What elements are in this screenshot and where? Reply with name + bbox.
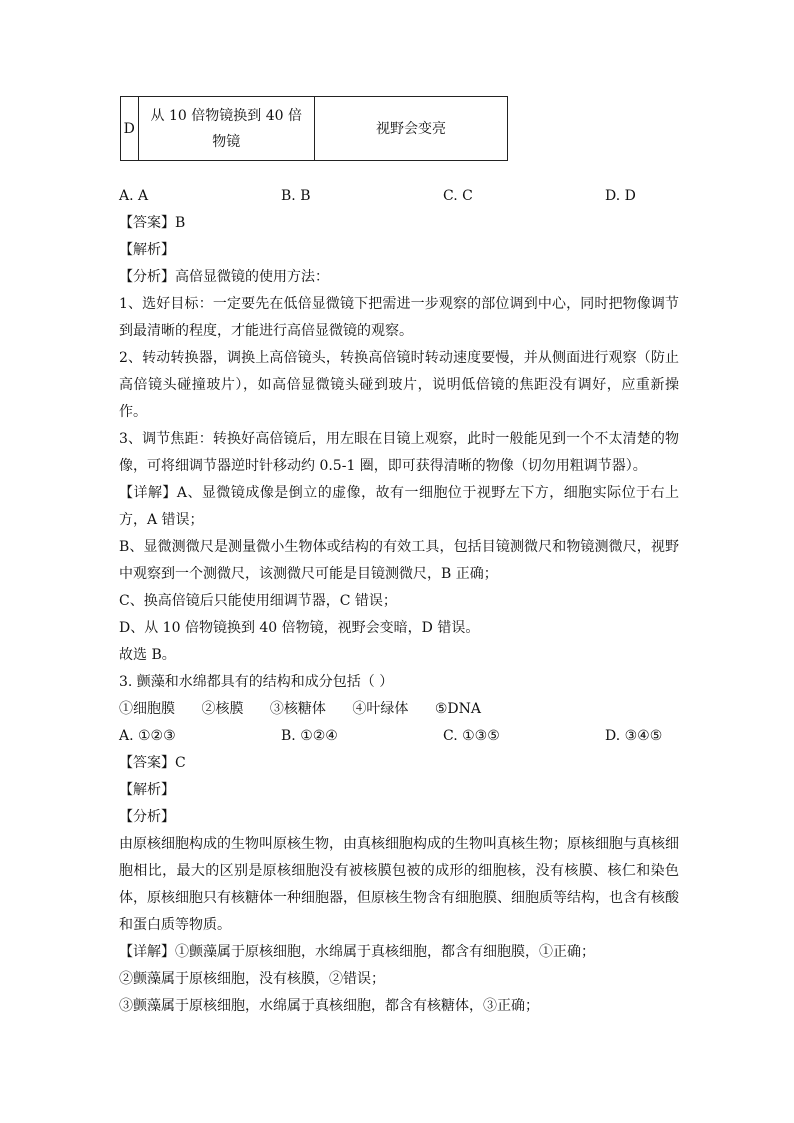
- q3-detail-2: ②颤藻属于原核细胞，没有核膜，②错误；: [119, 971, 385, 987]
- q2-answer: 【答案】B: [119, 215, 186, 231]
- q3-answer: 【答案】C: [119, 755, 186, 771]
- q2-options: [119, 183, 679, 210]
- q3-item-5: ⑤DNA: [434, 701, 481, 717]
- q2-option-d: D. D: [605, 188, 636, 204]
- table-row: [121, 97, 508, 161]
- q2-detail-c: C、换高倍镜后只能使用细调节器，C 错误；: [119, 593, 397, 609]
- q3-option-d: D. ③④⑤: [605, 728, 663, 744]
- q3-stem: 3. 颤藻和水绵都具有的结构和成分包括（ ）: [119, 674, 394, 690]
- q3-option-b: B. ①②④: [281, 728, 338, 744]
- q3-detail-3: ③颤藻属于原核细胞，水绵属于真核细胞，都含有核糖体，③正确；: [119, 998, 539, 1014]
- q2-analysis-header: 【解析】: [119, 242, 175, 258]
- q2-conclusion: 故选 B。: [119, 647, 176, 663]
- q2-detail-a: 【详解】A、显微镜成像是倒立的虚像，故有一细胞位于视野左下方，细胞实际位于右上方，A 错误；: [119, 485, 679, 528]
- q3-item-1: ①细胞膜: [119, 701, 175, 717]
- q3-options: [119, 723, 679, 750]
- q3-items: [119, 696, 679, 723]
- q2-detail-b: B、显微测微尺是测量微小生物体或结构的有效工具，包括目镜测微尺和物镜测微尺，视野中观察到一个测微尺，该测微尺可能是目镜测微尺，B 正确；: [119, 539, 679, 582]
- q3-option-a: A. ①②③: [119, 728, 176, 744]
- content-body: [119, 183, 679, 1020]
- q3-detail-1: 【详解】①颤藻属于原核细胞，水绵属于真核细胞，都含有细胞膜，①正确；: [119, 944, 595, 960]
- q2-step-1: 1、选好目标：一定要先在低倍显微镜下把需进一步观察的部位调到中心，同时把物像调节到最清晰的程度，才能进行高倍显微镜的观察。: [119, 296, 679, 339]
- q3-analysis-header: 【解析】: [119, 782, 175, 798]
- q2-detail-d: D、从 10 倍物镜换到 40 倍物镜，视野会变暗，D 错误。: [119, 620, 480, 636]
- q2-step-3: 3、调节焦距：转换好高倍镜后，用左眼在目镜上观察，此时一般能见到一个不太清楚的物像，可将细调节器逆时针移动约 0.5-1 圈，即可获得清晰的物像（切勿用粗调节器）。: [119, 431, 679, 474]
- q3-item-4: ④叶绿体: [352, 701, 409, 717]
- q3-option-c: C. ①③⑤: [443, 728, 500, 744]
- row-label: D: [121, 97, 139, 161]
- q3-analysis-text: 由原核细胞构成的生物叫原核生物，由真核细胞构成的生物叫真核生物；原核细胞与真核细胞相比，最大的区别是原核细胞没有被核膜包被的成形的细胞核，没有核膜、核仁和染色体，原核细胞只有核糖体一种细胞器，但原核生物含有细胞膜、细胞质等结构，也含有核酸和蛋白质等物质。: [119, 836, 679, 933]
- q2-option-a: A. A: [119, 188, 149, 204]
- q3-item-2: ②核膜: [201, 701, 244, 717]
- option-table: [120, 96, 508, 161]
- row-operation: 从 10 倍物镜换到 40 倍物镜: [138, 97, 314, 161]
- q2-option-c: C. C: [443, 188, 473, 204]
- q2-step-2: 2、转动转换器，调换上高倍镜头，转换高倍镜时转动速度要慢，并从侧面进行观察（防止高倍镜头碰撞玻片），如高倍显微镜头碰到玻片，说明低倍镜的焦距没有调好，应重新操作。: [119, 350, 679, 420]
- q2-analysis-intro: 【分析】高倍显微镜的使用方法：: [119, 269, 329, 285]
- q3-analysis-sub: 【分析】: [119, 809, 175, 825]
- q3-item-3: ③核糖体: [269, 701, 326, 717]
- row-result: 视野会变亮: [315, 97, 508, 161]
- q2-option-b: B. B: [281, 188, 311, 204]
